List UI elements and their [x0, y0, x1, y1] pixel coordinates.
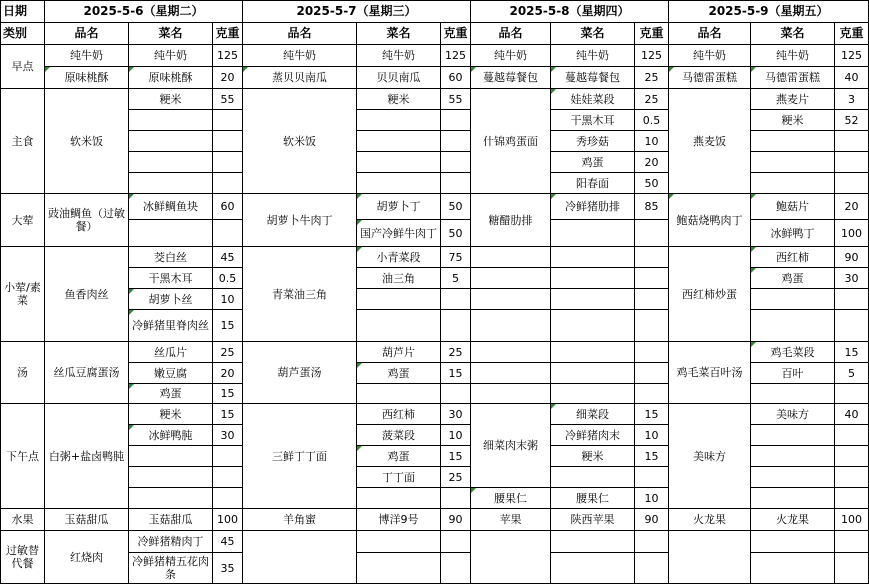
weight	[441, 384, 471, 404]
weight: 15	[441, 446, 471, 467]
col-kezhong: 克重	[835, 23, 869, 45]
ingredient-name	[551, 289, 635, 310]
weight: 90	[441, 509, 471, 531]
ingredient-name: 丝瓜片	[129, 342, 213, 363]
weight: 100	[213, 509, 243, 531]
ingredient-name: 西红柿	[357, 404, 441, 425]
ingredient-name: 小青菜段	[357, 247, 441, 268]
weight: 100	[835, 220, 869, 247]
ingredient-name: 粳米	[357, 89, 441, 110]
weight	[635, 268, 669, 289]
ingredient-name	[551, 342, 635, 363]
ingredient-name	[551, 247, 635, 268]
weight: 15	[213, 310, 243, 342]
weight: 30	[835, 268, 869, 289]
dish-name: 鸡毛菜百叶汤	[669, 342, 751, 404]
dish-name: 软米饭	[45, 89, 129, 194]
ingredient-name: 原味桃酥	[129, 67, 213, 89]
ingredient-name	[551, 531, 635, 553]
ingredient-name	[129, 173, 213, 194]
ingredient-name: 丁丁面	[357, 467, 441, 488]
ingredient-name	[551, 310, 635, 342]
column-header-row	[1, 23, 869, 45]
ingredient-name: 冰鲜鲷鱼块	[129, 194, 213, 220]
dish-name: 西红柿炒蛋	[669, 247, 751, 342]
col-kezhong: 克重	[441, 23, 471, 45]
ingredient-name: 菠菜段	[357, 425, 441, 446]
weight	[635, 289, 669, 310]
table-row	[1, 194, 869, 220]
dish-name: 鱼香肉丝	[45, 247, 129, 342]
ingredient-name: 冷鲜猪肉末	[551, 425, 635, 446]
dish-name	[471, 247, 551, 268]
weight: 25	[441, 342, 471, 363]
dish-name: 胡萝卜牛肉丁	[243, 194, 357, 247]
weight	[835, 488, 869, 509]
dish-name: 纯牛奶	[669, 45, 751, 67]
weight	[835, 289, 869, 310]
weight: 15	[213, 404, 243, 425]
weight	[635, 220, 669, 247]
ingredient-name	[751, 173, 835, 194]
weight: 5	[441, 268, 471, 289]
weight: 20	[213, 363, 243, 384]
weight: 75	[441, 247, 471, 268]
ingredient-name: 燕麦片	[751, 89, 835, 110]
category-staple: 主食	[1, 89, 45, 194]
ingredient-name	[751, 553, 835, 584]
ingredient-name	[751, 467, 835, 488]
ingredient-name	[751, 384, 835, 404]
ingredient-name: 鸡蛋	[551, 152, 635, 173]
weight: 50	[635, 173, 669, 194]
table-row	[1, 247, 869, 268]
ingredient-name	[357, 310, 441, 342]
ingredient-name	[357, 173, 441, 194]
weight	[635, 531, 669, 553]
dish-name: 纯牛奶	[243, 45, 357, 67]
ingredient-name: 陕西苹果	[551, 509, 635, 531]
dish-name: 细菜肉末粥	[471, 404, 551, 488]
col-pinming: 品名	[45, 23, 129, 45]
weight: 30	[213, 425, 243, 446]
ingredient-name: 干黑木耳	[551, 110, 635, 131]
ingredient-name: 冰鲜鸭丁	[751, 220, 835, 247]
dish-name	[471, 289, 551, 310]
weight: 85	[635, 194, 669, 220]
ingredient-name: 阳春面	[551, 173, 635, 194]
ingredient-name	[129, 488, 213, 509]
ingredient-name	[551, 363, 635, 384]
dish-name: 美味方	[669, 404, 751, 509]
weight	[213, 131, 243, 152]
ingredient-name: 玉菇甜瓜	[129, 509, 213, 531]
ingredient-name: 胡萝卜丁	[357, 194, 441, 220]
ingredient-name: 娃娃菜段	[551, 89, 635, 110]
weight: 52	[835, 110, 869, 131]
dish-name	[471, 268, 551, 289]
category-side: 小荤/素菜	[1, 247, 45, 342]
col-pinming: 品名	[669, 23, 751, 45]
weight	[441, 173, 471, 194]
weight	[835, 173, 869, 194]
weight	[441, 289, 471, 310]
ingredient-name: 百叶	[751, 363, 835, 384]
ingredient-name: 西红柿	[751, 247, 835, 268]
ingredient-name	[751, 152, 835, 173]
ingredient-name: 贝贝南瓜	[357, 67, 441, 89]
ingredient-name: 细菜段	[551, 404, 635, 425]
ingredient-name: 干黑木耳	[129, 268, 213, 289]
ingredient-name	[129, 110, 213, 131]
weight: 15	[635, 446, 669, 467]
weight	[835, 131, 869, 152]
weight: 25	[635, 89, 669, 110]
ingredient-name	[551, 553, 635, 584]
col-kezhong: 克重	[213, 23, 243, 45]
ingredient-name: 粳米	[551, 446, 635, 467]
weight	[213, 488, 243, 509]
weight	[441, 310, 471, 342]
weight: 15	[441, 363, 471, 384]
weight	[441, 110, 471, 131]
weight: 10	[635, 131, 669, 152]
weight: 15	[213, 384, 243, 404]
ingredient-name	[129, 131, 213, 152]
ingredient-name	[551, 384, 635, 404]
ingredient-name	[129, 220, 213, 247]
date-day-2: 2025-5-7（星期三）	[243, 1, 471, 23]
ingredient-name: 美味方	[751, 404, 835, 425]
date-day-1: 2025-5-6（星期二）	[45, 1, 243, 23]
weight: 90	[635, 509, 669, 531]
weight	[213, 446, 243, 467]
date-day-3: 2025-5-8（星期四）	[471, 1, 669, 23]
ingredient-name	[551, 220, 635, 247]
weight	[835, 446, 869, 467]
weight: 100	[835, 509, 869, 531]
weight: 20	[835, 194, 869, 220]
dish-name: 白粥+盐卤鸭肫	[45, 404, 129, 509]
category-label: 类别	[1, 23, 45, 45]
ingredient-name	[357, 488, 441, 509]
ingredient-name: 蔓越莓餐包	[551, 67, 635, 89]
ingredient-name: 纯牛奶	[357, 45, 441, 67]
dish-name	[471, 310, 551, 342]
dish-name	[669, 531, 751, 584]
ingredient-name: 火龙果	[751, 509, 835, 531]
ingredient-name: 鸡蛋	[357, 446, 441, 467]
weight: 10	[441, 425, 471, 446]
dish-name: 纯牛奶	[45, 45, 129, 67]
dish-name: 原味桃酥	[45, 67, 129, 89]
ingredient-name: 冰鲜鸭肫	[129, 425, 213, 446]
category-fruit: 水果	[1, 509, 45, 531]
col-caiming: 菜名	[129, 23, 213, 45]
ingredient-name: 纯牛奶	[129, 45, 213, 67]
ingredient-name	[751, 289, 835, 310]
ingredient-name	[357, 553, 441, 584]
weight	[213, 220, 243, 247]
weight: 55	[441, 89, 471, 110]
col-caiming: 菜名	[751, 23, 835, 45]
date-label: 日期	[1, 1, 45, 23]
weight	[441, 131, 471, 152]
col-pinming: 品名	[243, 23, 357, 45]
table-row	[1, 531, 869, 553]
ingredient-name	[551, 467, 635, 488]
weight: 20	[635, 152, 669, 173]
weight: 30	[441, 404, 471, 425]
weight: 60	[213, 194, 243, 220]
category-soup: 汤	[1, 342, 45, 404]
weight: 15	[635, 404, 669, 425]
weight: 60	[441, 67, 471, 89]
weight: 50	[441, 194, 471, 220]
weight	[213, 173, 243, 194]
weight: 90	[835, 247, 869, 268]
weight: 25	[213, 342, 243, 363]
weight	[441, 531, 471, 553]
ingredient-name: 马德雷蛋糕	[751, 67, 835, 89]
weight	[441, 152, 471, 173]
ingredient-name	[129, 152, 213, 173]
weight: 35	[213, 553, 243, 584]
date-header-row	[1, 1, 869, 23]
weight	[213, 152, 243, 173]
ingredient-name: 纯牛奶	[551, 45, 635, 67]
weight: 10	[635, 425, 669, 446]
dish-name: 纯牛奶	[471, 45, 551, 67]
dish-name: 豉油鲷鱼（过敏餐）	[45, 194, 129, 247]
weight: 10	[635, 488, 669, 509]
weight	[635, 363, 669, 384]
dish-name: 什锦鸡蛋面	[471, 89, 551, 194]
col-caiming: 菜名	[357, 23, 441, 45]
table-row	[1, 89, 869, 110]
weight: 40	[835, 404, 869, 425]
weight	[835, 152, 869, 173]
weight	[635, 384, 669, 404]
dish-name	[471, 342, 551, 363]
weight: 125	[213, 45, 243, 67]
ingredient-name: 鸡毛菜段	[751, 342, 835, 363]
ingredient-name: 冷鲜猪里脊肉丝	[129, 310, 213, 342]
weight: 125	[441, 45, 471, 67]
dish-name: 马德雷蛋糕	[669, 67, 751, 89]
weight	[635, 310, 669, 342]
ingredient-name: 冷鲜猪精五花肉条	[129, 553, 213, 584]
table-row	[1, 404, 869, 425]
weight: 0.5	[213, 268, 243, 289]
ingredient-name	[751, 310, 835, 342]
dish-name: 葫芦蛋汤	[243, 342, 357, 404]
ingredient-name	[357, 110, 441, 131]
weight	[835, 384, 869, 404]
weight	[441, 488, 471, 509]
ingredient-name: 鸡蛋	[751, 268, 835, 289]
weight	[213, 467, 243, 488]
weight	[441, 553, 471, 584]
weight	[635, 553, 669, 584]
ingredient-name	[129, 467, 213, 488]
dish-name: 青菜油三角	[243, 247, 357, 342]
weight: 15	[835, 342, 869, 363]
weight: 10	[213, 289, 243, 310]
table-row	[1, 45, 869, 67]
dish-name: 蒸贝贝南瓜	[243, 67, 357, 89]
weight	[635, 467, 669, 488]
ingredient-name	[129, 446, 213, 467]
table-row	[1, 67, 869, 89]
ingredient-name	[751, 425, 835, 446]
ingredient-name: 茭白丝	[129, 247, 213, 268]
table-row	[1, 342, 869, 363]
ingredient-name	[357, 131, 441, 152]
weight	[835, 531, 869, 553]
ingredient-name: 秀珍菇	[551, 131, 635, 152]
category-allergy: 过敏替代餐	[1, 531, 45, 584]
weight: 5	[835, 363, 869, 384]
table-row	[1, 509, 869, 531]
ingredient-name: 冷鲜猪精肉丁	[129, 531, 213, 553]
dish-name: 腰果仁	[471, 488, 551, 509]
dish-name: 丝瓜豆腐蛋汤	[45, 342, 129, 404]
dish-name: 三鲜丁丁面	[243, 404, 357, 509]
weight: 40	[835, 67, 869, 89]
category-main-meat: 大荤	[1, 194, 45, 247]
ingredient-name	[357, 384, 441, 404]
ingredient-name: 葫芦片	[357, 342, 441, 363]
ingredient-name: 腰果仁	[551, 488, 635, 509]
ingredient-name	[751, 488, 835, 509]
ingredient-name: 鸡蛋	[129, 384, 213, 404]
category-snack: 下午点	[1, 404, 45, 509]
weight: 50	[441, 220, 471, 247]
dish-name	[471, 531, 551, 584]
ingredient-name: 粳米	[751, 110, 835, 131]
weight: 45	[213, 531, 243, 553]
ingredient-name: 胡萝卜丝	[129, 289, 213, 310]
dish-name: 玉菇甜瓜	[45, 509, 129, 531]
ingredient-name	[751, 131, 835, 152]
ingredient-name: 博洋9号	[357, 509, 441, 531]
dish-name	[471, 363, 551, 384]
ingredient-name: 鸡蛋	[357, 363, 441, 384]
date-day-4: 2025-5-9（星期五）	[669, 1, 869, 23]
weight	[635, 342, 669, 363]
ingredient-name: 粳米	[129, 404, 213, 425]
dish-name: 鲍菇烧鸭肉丁	[669, 194, 751, 247]
ingredient-name: 嫩豆腐	[129, 363, 213, 384]
ingredient-name	[751, 531, 835, 553]
weight	[213, 110, 243, 131]
dish-name: 苹果	[471, 509, 551, 531]
ingredient-name: 国产冷鲜牛肉丁	[357, 220, 441, 247]
ingredient-name	[357, 531, 441, 553]
ingredient-name: 鲍菇片	[751, 194, 835, 220]
dish-name: 羊角蜜	[243, 509, 357, 531]
dish-name	[471, 384, 551, 404]
ingredient-name	[357, 152, 441, 173]
weight: 125	[835, 45, 869, 67]
weight: 0.5	[635, 110, 669, 131]
dish-name	[243, 531, 357, 584]
weight: 20	[213, 67, 243, 89]
ingredient-name: 粳米	[129, 89, 213, 110]
col-kezhong: 克重	[635, 23, 669, 45]
ingredient-name: 冷鲜猪肋排	[551, 194, 635, 220]
ingredient-name	[751, 446, 835, 467]
ingredient-name: 纯牛奶	[751, 45, 835, 67]
ingredient-name: 油三角	[357, 268, 441, 289]
weight: 25	[635, 67, 669, 89]
weight: 25	[441, 467, 471, 488]
weight	[835, 467, 869, 488]
col-caiming: 菜名	[551, 23, 635, 45]
dish-name: 红烧肉	[45, 531, 129, 584]
weight	[835, 425, 869, 446]
dish-name: 蔓越莓餐包	[471, 67, 551, 89]
dish-name: 糖醋肋排	[471, 194, 551, 247]
col-pinming: 品名	[471, 23, 551, 45]
ingredient-name	[551, 268, 635, 289]
category-breakfast: 早点	[1, 45, 45, 89]
dish-name: 火龙果	[669, 509, 751, 531]
dish-name: 软米饭	[243, 89, 357, 194]
weight: 55	[213, 89, 243, 110]
weight: 3	[835, 89, 869, 110]
weight	[835, 310, 869, 342]
weight: 125	[635, 45, 669, 67]
weight: 45	[213, 247, 243, 268]
ingredient-name	[357, 289, 441, 310]
weight	[635, 247, 669, 268]
dish-name: 燕麦饭	[669, 89, 751, 194]
weight	[835, 553, 869, 584]
